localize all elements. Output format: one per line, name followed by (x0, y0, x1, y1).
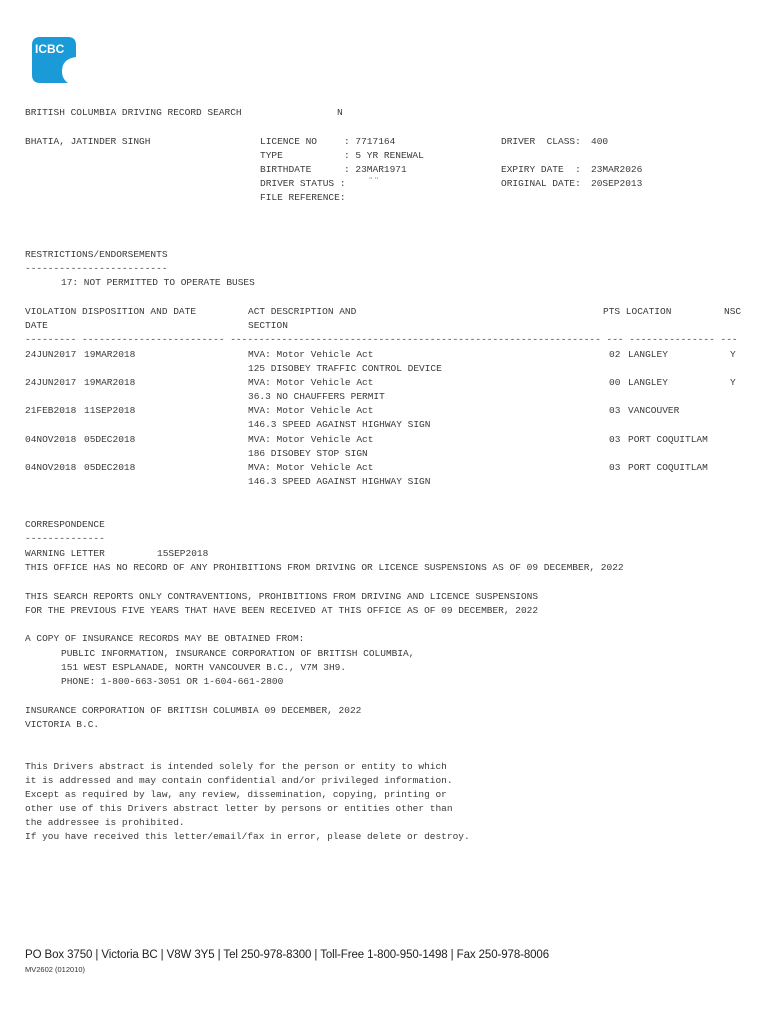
driver-class-value: 400 (591, 136, 609, 147)
col-header-nsc: NSC (724, 306, 742, 317)
type-label: TYPE (260, 150, 283, 161)
violation-date: 24JUN2017 (25, 349, 77, 360)
violation-date: 24JUN2017 (25, 377, 77, 388)
section-description: 125 DISOBEY TRAFFIC CONTROL DEVICE (248, 363, 442, 374)
copy-organization: PUBLIC INFORMATION, INSURANCE CORPORATION OF BRITISH COLUMBIA, (61, 648, 415, 659)
warning-letter-label: WARNING LETTER (25, 548, 105, 559)
location: LANGLEY (628, 349, 668, 360)
points: 03 (609, 405, 621, 416)
restrictions-underline: ------------------------- (25, 263, 168, 274)
violation-date: 21FEB2018 (25, 405, 77, 416)
file-reference-label: FILE REFERENCE: (260, 192, 346, 203)
table-row (0, 404, 768, 432)
col-header-section: SECTION (248, 320, 288, 331)
table-row (0, 461, 768, 489)
document-title: BRITISH COLUMBIA DRIVING RECORD SEARCH (25, 107, 242, 118)
col-header-date: DATE (25, 320, 48, 331)
section-description: 146.3 SPEED AGAINST HIGHWAY SIGN (248, 476, 431, 487)
act-description: MVA: Motor Vehicle Act (248, 349, 374, 360)
driver-status-label: DRIVER STATUS : (260, 178, 346, 189)
act-description: MVA: Motor Vehicle Act (248, 434, 374, 445)
licence-no-label: LICENCE NO (260, 136, 318, 147)
section-description: 186 DISOBEY STOP SIGN (248, 448, 368, 459)
type-value: : 5 YR RENEWAL (344, 150, 424, 161)
col-header-dates: VIOLATION DISPOSITION AND DATE (25, 306, 197, 317)
warning-letter-date: 15SEP2018 (157, 548, 209, 559)
title-flag: N (337, 107, 343, 118)
disclaimer-line: it is addressed and may contain confidential and/or privileged information. (25, 775, 453, 786)
licence-no-value: : 7717164 (344, 136, 396, 147)
nsc-flag: Y (730, 349, 736, 360)
restrictions-heading: RESTRICTIONS/ENDORSEMENTS (25, 249, 168, 260)
location: VANCOUVER (628, 405, 680, 416)
points: 03 (609, 462, 621, 473)
table-row (0, 376, 768, 404)
location: PORT COQUITLAM (628, 434, 708, 445)
disclaimer-line: If you have received this letter/email/fax in error, please delete or destroy. (25, 831, 470, 842)
footer-address: PO Box 3750 | Victoria BC | V8W 3Y5 | Tel 250-978-8300 | Toll-Free 1-800-950-1498 | Fax 250-978-8006 (25, 949, 550, 961)
location: PORT COQUITLAM (628, 462, 708, 473)
disclaimer-line: Except as required by law, any review, dissemination, copying, printing or (25, 789, 447, 800)
disposition-date: 19MAR2018 (84, 377, 136, 388)
table-row (0, 348, 768, 376)
icbc-logo (32, 37, 76, 83)
signature-line-2: VICTORIA B.C. (25, 719, 100, 730)
svg-text:ICBC: ICBC (35, 42, 65, 56)
section-description: 146.3 SPEED AGAINST HIGHWAY SIGN (248, 419, 431, 430)
copy-phone: PHONE: 1-800-663-3051 OR 1-604-661-2800 (61, 676, 284, 687)
nsc-flag: Y (730, 377, 736, 388)
points: 03 (609, 434, 621, 445)
correspondence-heading: CORRESPONDENCE (25, 519, 105, 530)
col-header-pts-location: PTS LOCATION (603, 306, 672, 317)
expiry-date-value: 23MAR2026 (591, 164, 643, 175)
no-record-statement: THIS OFFICE HAS NO RECORD OF ANY PROHIBITIONS FROM DRIVING OR LICENCE SUSPENSIONS AS OF 09 DECEMBER, 2022 (25, 562, 624, 573)
disclaimer-line: This Drivers abstract is intended solely for the person or entity to which (25, 761, 447, 772)
birthdate-label: BIRTHDATE (260, 164, 312, 175)
points: 00 (609, 377, 621, 388)
violation-date: 04NOV2018 (25, 462, 77, 473)
location: LANGLEY (628, 377, 668, 388)
table-separator: --------- ------------------------- ----------------------------------------------------------------- --- --------------- --- (25, 334, 738, 345)
original-date-value: 20SEP2013 (591, 178, 643, 189)
original-date-label: ORIGINAL DATE: (501, 178, 581, 189)
copy-address: 151 WEST ESPLANADE, NORTH VANCOUVER B.C., V7M 3H9. (61, 662, 347, 673)
footer-form-code: MV2602 (012010) (25, 965, 86, 974)
disposition-date: 11SEP2018 (84, 405, 136, 416)
disposition-date: 05DEC2018 (84, 434, 136, 445)
signature-line-1: INSURANCE CORPORATION OF BRITISH COLUMBIA 09 DECEMBER, 2022 (25, 705, 362, 716)
disposition-date: 05DEC2018 (84, 462, 136, 473)
disclaimer-line: other use of this Drivers abstract letter by persons or entities other than (25, 803, 453, 814)
table-row (0, 433, 768, 461)
points: 02 (609, 349, 621, 360)
restriction-item: 17: NOT PERMITTED TO OPERATE BUSES (61, 277, 255, 288)
driver-name: BHATIA, JATINDER SINGH (25, 136, 151, 147)
correspondence-underline: -------------- (25, 533, 105, 544)
driver-status-value: ¨¨ (368, 176, 380, 187)
driver-class-label: DRIVER CLASS: (501, 136, 581, 147)
expiry-date-label: EXPIRY DATE : (501, 164, 581, 175)
section-description: 36.3 NO CHAUFFERS PERMIT (248, 391, 385, 402)
act-description: MVA: Motor Vehicle Act (248, 462, 374, 473)
copy-intro: A COPY OF INSURANCE RECORDS MAY BE OBTAINED FROM: (25, 633, 305, 644)
act-description: MVA: Motor Vehicle Act (248, 405, 374, 416)
disposition-date: 19MAR2018 (84, 349, 136, 360)
reports-line-1: THIS SEARCH REPORTS ONLY CONTRAVENTIONS, PROHIBITIONS FROM DRIVING AND LICENCE SUSPENSIONS (25, 591, 539, 602)
violation-date: 04NOV2018 (25, 434, 77, 445)
col-header-act: ACT DESCRIPTION AND (248, 306, 357, 317)
act-description: MVA: Motor Vehicle Act (248, 377, 374, 388)
disclaimer (25, 760, 470, 844)
birthdate-value: : 23MAR1971 (344, 164, 407, 175)
disclaimer-line: the addressee is prohibited. (25, 817, 185, 828)
reports-line-2: FOR THE PREVIOUS FIVE YEARS THAT HAVE BEEN RECEIVED AT THIS OFFICE AS OF 09 DECEMBER, 2022 (25, 605, 539, 616)
